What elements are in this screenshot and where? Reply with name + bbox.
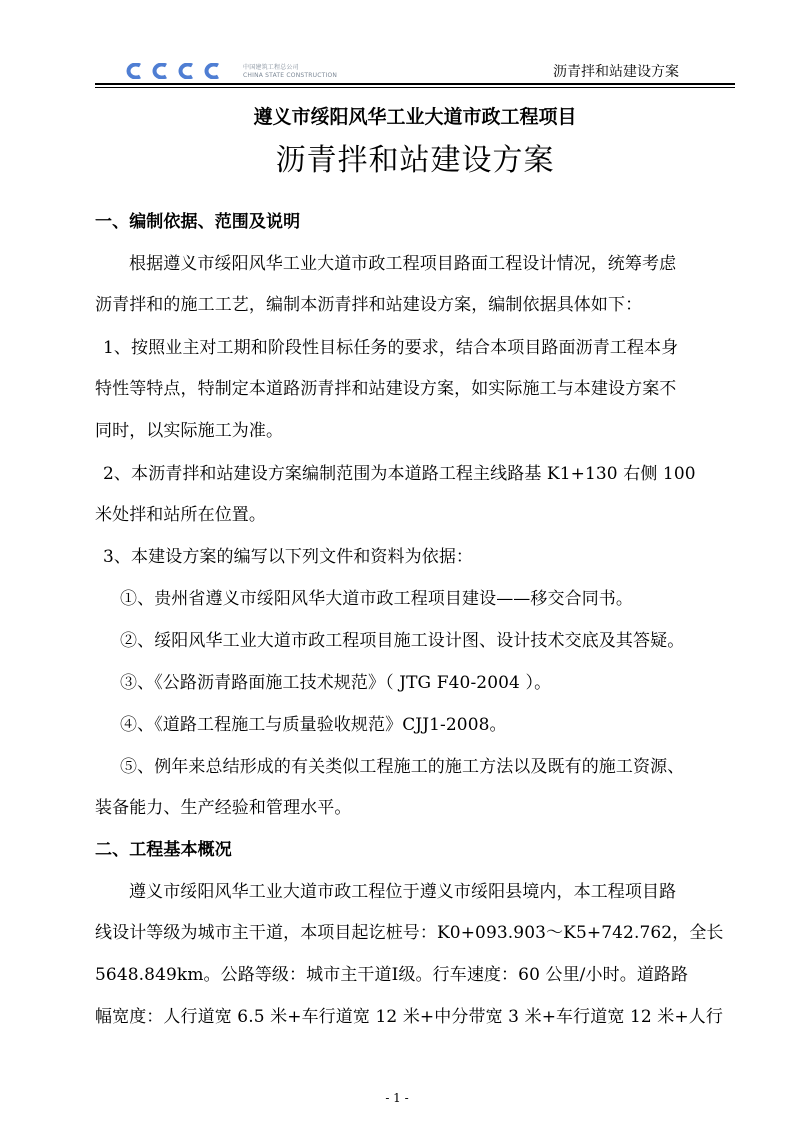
paragraph-line: 线设计等级为城市主干道，本项目起讫桩号：K0+093.903～K5+742.762，全长 xyxy=(95,923,724,943)
paragraph-line: 3、本建设方案的编写以下列文件和资料为依据： xyxy=(103,547,474,567)
paragraph-line: ③、《公路沥青路面施工技术规范》（ JTG F40-2004 ）。 xyxy=(120,673,552,693)
paragraph-line: 根据遵义市绥阳风华工业大道市政工程项目路面工程设计情况，统筹考虑 xyxy=(129,254,677,274)
paragraph-line: 沥青拌和的施工工艺，编制本沥青拌和站建设方案，编制依据具体如下： xyxy=(95,295,643,315)
page-header xyxy=(95,52,735,86)
header-divider-thin xyxy=(95,87,735,88)
paragraph-line: 米处拌和站所在位置。 xyxy=(95,505,266,525)
cccc-logo-icon xyxy=(123,63,235,79)
paragraph-line: 2、本沥青拌和站建设方案编制范围为本道路工程主线路基 K1+130 右侧 100 xyxy=(103,464,696,484)
paragraph-line: 装备能力、生产经验和管理水平。 xyxy=(95,798,352,818)
section-1-heading: 一、编制依据、范围及说明 xyxy=(95,212,301,232)
plan-title: 沥青拌和站建设方案 xyxy=(275,143,555,178)
paragraph-line: 1、按照业主对工期和阶段性目标任务的要求，结合本项目路面沥青工程本身 xyxy=(103,338,679,358)
paragraph-line: ④、《道路工程施工与质量验收规范》CJJ1-2008。 xyxy=(120,715,507,735)
page-number: - 1 - xyxy=(385,1091,409,1105)
header-divider xyxy=(95,83,735,85)
paragraph-line: 5648.849km。公路等级：城市主干道Ⅰ级。行车速度：60 公里/小时。道路路 xyxy=(95,965,689,985)
header-document-title: 沥青拌和站建设方案 xyxy=(553,64,679,80)
paragraph-line: ②、绥阳风华工业大道市政工程项目施工设计图、设计技术交底及其答疑。 xyxy=(120,631,685,651)
logo-company-text xyxy=(243,64,337,80)
logo-company-name-en: CHINA STATE CONSTRUCTION xyxy=(243,72,338,79)
logo-company-name: 中国建筑工程总公司 xyxy=(243,64,299,71)
paragraph-line: ①、贵州省遵义市绥阳风华大道市政工程项目建设——移交合同书。 xyxy=(120,589,633,609)
paragraph-line: 同时，以实际施工为准。 xyxy=(95,421,284,441)
company-logo xyxy=(123,62,423,80)
project-title: 遵义市绥阳风华工业大道市政工程项目 xyxy=(253,106,577,128)
paragraph-line: 特性等特点，特制定本道路沥青拌和站建设方案，如实际施工与本建设方案不 xyxy=(95,379,677,399)
paragraph-line: ⑤、例年来总结形成的有关类似工程施工的施工方法以及既有的施工资源、 xyxy=(120,757,685,777)
paragraph-line: 遵义市绥阳风华工业大道市政工程位于遵义市绥阳县境内，本工程项目路 xyxy=(129,882,677,902)
paragraph-line: 幅宽度：人行道宽 6.5 米+车行道宽 12 米+中分带宽 3 米+车行道宽 12 米+人行 xyxy=(95,1007,723,1027)
section-2-heading: 二、工程基本概况 xyxy=(95,840,232,860)
